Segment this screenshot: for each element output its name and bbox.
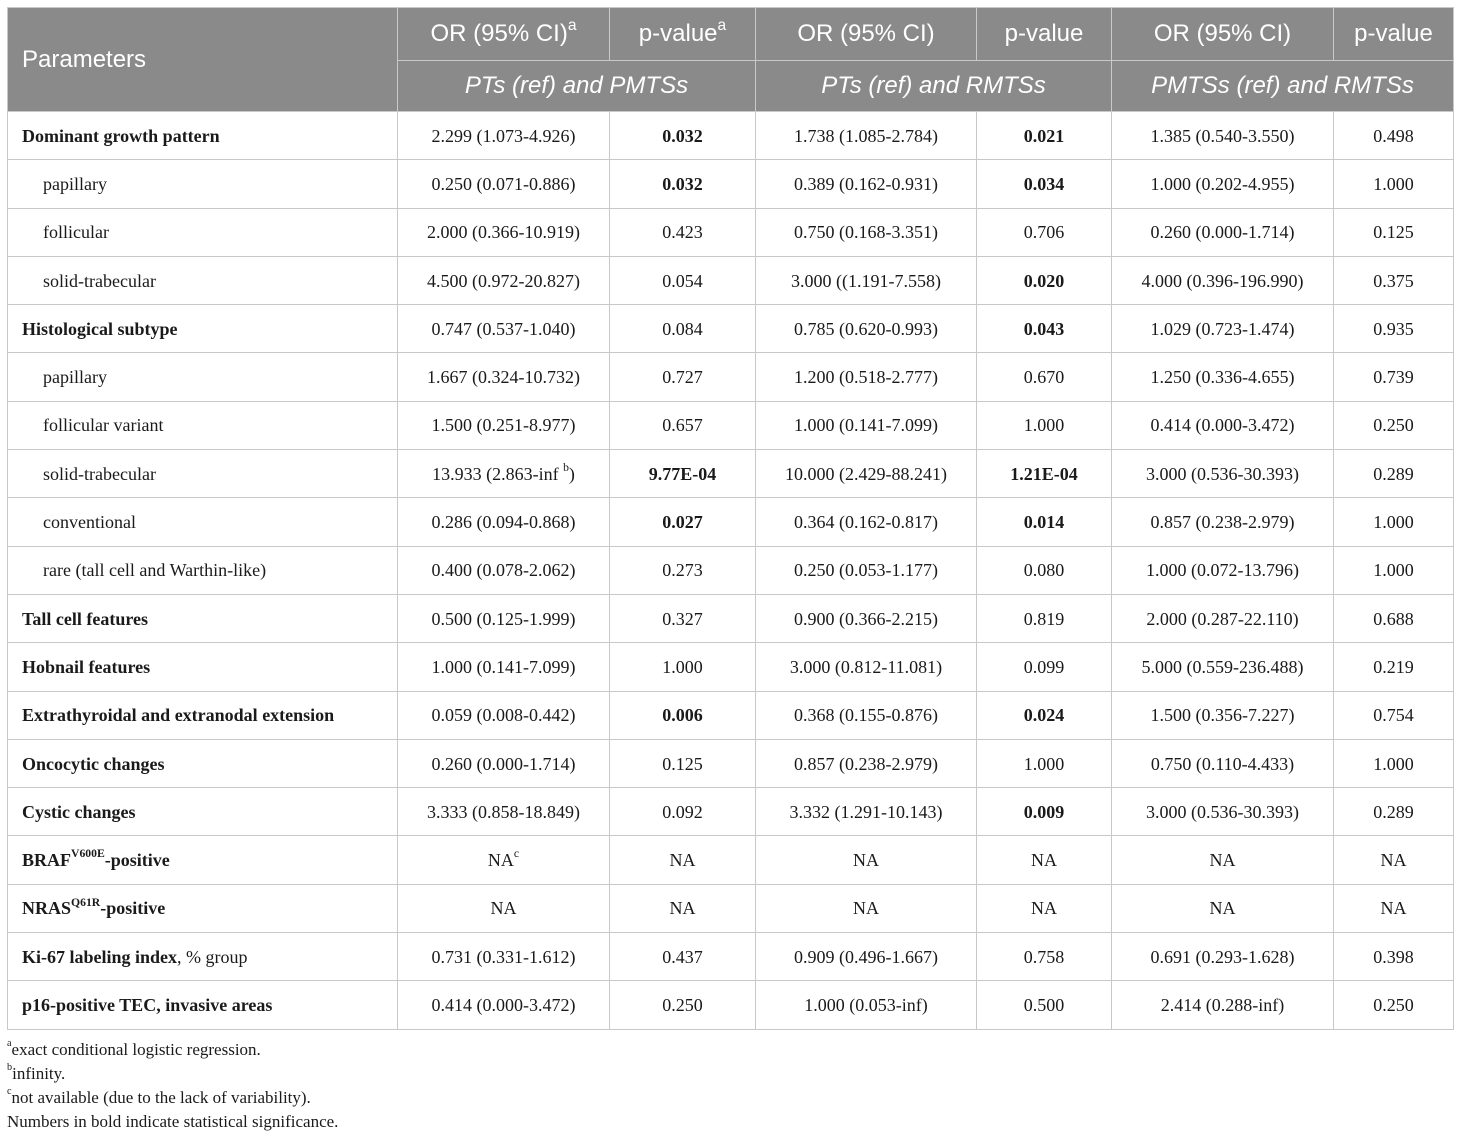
pvalue-cell: 1.000 (1334, 546, 1454, 594)
footnote-b-mark: b (7, 1062, 13, 1074)
table-row (8, 788, 1454, 836)
footnote-c (7, 1086, 1453, 1110)
table-row (8, 450, 1454, 498)
or-cell: 0.250 (0.053-1.177) (756, 546, 977, 594)
table-row (8, 208, 1454, 256)
pvalue-cell: 0.250 (1334, 401, 1454, 449)
pvalue-cell: 1.000 (1334, 498, 1454, 546)
header-parameters: Parameters (8, 8, 398, 112)
or-cell: 0.250 (0.071-0.886) (398, 160, 610, 208)
pvalue-cell: 1.000 (977, 401, 1112, 449)
or-cell: 0.260 (0.000-1.714) (1112, 208, 1334, 256)
pvalue-cell: 0.092 (610, 788, 756, 836)
footnote-a (7, 1038, 1453, 1062)
pvalue-cell: 0.099 (977, 643, 1112, 691)
pvalue-cell: 0.437 (610, 933, 756, 981)
header-group-3: PMTSs (ref) and RMTSs (1112, 61, 1454, 112)
or-cell: 1.500 (0.356-7.227) (1112, 691, 1334, 739)
footnote-b-marker: b (563, 460, 569, 474)
or-cell: 0.731 (0.331-1.612) (398, 933, 610, 981)
pvalue-cell: 0.423 (610, 208, 756, 256)
row-label: follicular (8, 208, 398, 256)
footnote-a-mark: a (7, 1038, 12, 1050)
row-label: conventional (8, 498, 398, 546)
or-cell: 0.368 (0.155-0.876) (756, 691, 977, 739)
label-tail: -positive (104, 850, 170, 871)
footnote-c-mark: c (7, 1086, 12, 1098)
or-cell: NA (398, 884, 610, 932)
header-or-1 (398, 8, 610, 61)
label-tail: -positive (100, 898, 166, 919)
pvalue-cell: 0.500 (977, 981, 1112, 1029)
pvalue-cell: 0.739 (1334, 353, 1454, 401)
or-cell: NA (1112, 884, 1334, 932)
table-row (8, 884, 1454, 932)
pvalue-cell: NA (1334, 836, 1454, 884)
table-row (8, 353, 1454, 401)
or-cell: 2.000 (0.287-22.110) (1112, 594, 1334, 642)
pvalue-cell: 9.77E-04 (610, 450, 756, 498)
or-cell-close: ) (568, 463, 575, 484)
row-label: follicular variant (8, 401, 398, 449)
or-cell: 0.286 (0.094-0.868) (398, 498, 610, 546)
header-pvalue-1-text: p-value (638, 20, 718, 47)
or-cell: 0.260 (0.000-1.714) (398, 739, 610, 787)
pvalue-cell: 0.034 (977, 160, 1112, 208)
header-pvalue-1 (610, 8, 756, 61)
pvalue-cell: 0.032 (610, 160, 756, 208)
or-cell: 0.785 (0.620-0.993) (756, 305, 977, 353)
or-cell: 0.857 (0.238-2.979) (1112, 498, 1334, 546)
row-label (8, 933, 398, 981)
row-label (8, 884, 398, 932)
pvalue-cell: 0.273 (610, 546, 756, 594)
row-label: Dominant growth pattern (8, 112, 398, 160)
or-cell: 1.029 (0.723-1.474) (1112, 305, 1334, 353)
mutation-sup: V600E (71, 847, 105, 861)
pvalue-cell: 0.819 (977, 594, 1112, 642)
or-cell: 4.000 (0.396-196.990) (1112, 256, 1334, 304)
table-row (8, 546, 1454, 594)
gene-name: NRAS (22, 898, 72, 919)
or-cell: 1.000 (0.141-7.099) (398, 643, 610, 691)
pvalue-cell: 0.032 (610, 112, 756, 160)
pvalue-cell: 0.754 (1334, 691, 1454, 739)
header-or-1-text: OR (95% CI) (430, 20, 568, 47)
table-row (8, 643, 1454, 691)
table-row (8, 933, 1454, 981)
or-cell: NA (756, 884, 977, 932)
pvalue-cell: 0.054 (610, 256, 756, 304)
row-label: Tall cell features (8, 594, 398, 642)
table-row (8, 112, 1454, 160)
pvalue-cell: 1.000 (1334, 160, 1454, 208)
pvalue-cell: 0.498 (1334, 112, 1454, 160)
pvalue-cell: 0.727 (610, 353, 756, 401)
or-cell: 0.389 (0.162-0.931) (756, 160, 977, 208)
pvalue-cell: 0.250 (1334, 981, 1454, 1029)
pvalue-cell: 0.688 (1334, 594, 1454, 642)
pvalue-cell: 0.657 (610, 401, 756, 449)
pvalue-cell: 0.250 (610, 981, 756, 1029)
or-cell: 0.909 (0.496-1.667) (756, 933, 977, 981)
or-cell: 0.400 (0.078-2.062) (398, 546, 610, 594)
row-label-rest: , % group (177, 946, 248, 967)
row-label: solid-trabecular (8, 256, 398, 304)
or-cell: 0.414 (0.000-3.472) (398, 981, 610, 1029)
or-cell: 0.747 (0.537-1.040) (398, 305, 610, 353)
or-cell: 3.333 (0.858-18.849) (398, 788, 610, 836)
pvalue-cell: 0.289 (1334, 788, 1454, 836)
table-row (8, 739, 1454, 787)
or-cell: 2.000 (0.366-10.919) (398, 208, 610, 256)
or-cell: 1.200 (0.518-2.777) (756, 353, 977, 401)
pvalue-cell: 0.020 (977, 256, 1112, 304)
table-row (8, 836, 1454, 884)
or-cell: 0.750 (0.168-3.351) (756, 208, 977, 256)
pvalue-cell: 0.009 (977, 788, 1112, 836)
row-label: Extrathyroidal and extranodal extension (8, 691, 398, 739)
pvalue-cell: 1.21E-04 (977, 450, 1112, 498)
pvalue-cell: NA (1334, 884, 1454, 932)
or-cell: 3.000 (0.536-30.393) (1112, 788, 1334, 836)
pvalue-cell: 1.000 (977, 739, 1112, 787)
pvalue-cell: 0.219 (1334, 643, 1454, 691)
row-label: Oncocytic changes (8, 739, 398, 787)
pvalue-cell: 0.043 (977, 305, 1112, 353)
row-label: p16-positive TEC, invasive areas (8, 981, 398, 1029)
footnote-c-text: not available (due to the lack of variability). (11, 1087, 311, 1107)
or-cell: 0.059 (0.008-0.442) (398, 691, 610, 739)
table-container (7, 7, 1453, 1134)
or-cell: 1.500 (0.251-8.977) (398, 401, 610, 449)
footnote-a-text: exact conditional logistic regression. (11, 1039, 261, 1059)
or-cell: 0.857 (0.238-2.979) (756, 739, 977, 787)
footnote-b-text: infinity. (12, 1063, 66, 1083)
row-label: papillary (8, 160, 398, 208)
header-group-1: PTs (ref) and PMTSs (398, 61, 756, 112)
pvalue-cell: 0.327 (610, 594, 756, 642)
or-cell: 1.738 (1.085-2.784) (756, 112, 977, 160)
or-cell: 1.000 (0.072-13.796) (1112, 546, 1334, 594)
or-cell: 0.500 (0.125-1.999) (398, 594, 610, 642)
or-cell (398, 450, 610, 498)
header-pvalue-2: p-value (977, 8, 1112, 61)
row-label: Cystic changes (8, 788, 398, 836)
or-cell: 1.000 (0.141-7.099) (756, 401, 977, 449)
pvalue-cell: 0.289 (1334, 450, 1454, 498)
or-cell (398, 836, 610, 884)
mutation-sup: Q61R (71, 895, 101, 909)
table-row (8, 498, 1454, 546)
pvalue-cell: 1.000 (1334, 739, 1454, 787)
row-label: rare (tall cell and Warthin-like) (8, 546, 398, 594)
pvalue-cell: 0.014 (977, 498, 1112, 546)
pvalue-cell: 0.706 (977, 208, 1112, 256)
row-label: Histological subtype (8, 305, 398, 353)
or-cell-text: 13.933 (2.863-inf (432, 463, 564, 484)
table-row (8, 401, 1454, 449)
or-cell: 3.000 ((1.191-7.558) (756, 256, 977, 304)
or-cell: 1.000 (0.053-inf) (756, 981, 977, 1029)
or-cell: 3.000 (0.812-11.081) (756, 643, 977, 691)
footnote-c-marker: c (513, 847, 520, 861)
or-cell: 5.000 (0.559-236.488) (1112, 643, 1334, 691)
row-label: solid-trabecular (8, 450, 398, 498)
pvalue-cell: 0.006 (610, 691, 756, 739)
or-cell: 10.000 (2.429-88.241) (756, 450, 977, 498)
row-label: papillary (8, 353, 398, 401)
pvalue-cell: 0.758 (977, 933, 1112, 981)
or-cell: NA (756, 836, 977, 884)
header-or-2: OR (95% CI) (756, 8, 977, 61)
header-group-2: PTs (ref) and RMTSs (756, 61, 1112, 112)
footnote-b (7, 1062, 1453, 1086)
or-cell: 0.750 (0.110-4.433) (1112, 739, 1334, 787)
table-row (8, 256, 1454, 304)
results-table (7, 7, 1454, 1030)
or-cell: 0.691 (0.293-1.628) (1112, 933, 1334, 981)
or-cell: 0.364 (0.162-0.817) (756, 498, 977, 546)
pvalue-cell: 0.670 (977, 353, 1112, 401)
pvalue-cell: 0.935 (1334, 305, 1454, 353)
table-header (8, 8, 1454, 112)
table-row (8, 305, 1454, 353)
or-cell: 1.667 (0.324-10.732) (398, 353, 610, 401)
row-label-bold: Ki-67 labeling index (22, 946, 178, 967)
or-cell: NA (1112, 836, 1334, 884)
header-pvalue-3: p-value (1334, 8, 1454, 61)
table-body (8, 112, 1454, 1030)
or-cell: 4.500 (0.972-20.827) (398, 256, 610, 304)
footnote-note: Numbers in bold indicate statistical significance. (7, 1111, 339, 1131)
pvalue-cell: 0.125 (610, 739, 756, 787)
table-row (8, 691, 1454, 739)
or-cell: 2.414 (0.288-inf) (1112, 981, 1334, 1029)
header-or-3: OR (95% CI) (1112, 8, 1334, 61)
pvalue-cell: 0.021 (977, 112, 1112, 160)
pvalue-cell: 0.024 (977, 691, 1112, 739)
or-cell: 0.900 (0.366-2.215) (756, 594, 977, 642)
pvalue-cell: 0.125 (1334, 208, 1454, 256)
table-row (8, 594, 1454, 642)
pvalue-cell: 1.000 (610, 643, 756, 691)
pvalue-cell: NA (610, 884, 756, 932)
pvalue-cell: NA (977, 836, 1112, 884)
or-cell: 0.414 (0.000-3.472) (1112, 401, 1334, 449)
pvalue-cell: 0.027 (610, 498, 756, 546)
pvalue-cell: 0.080 (977, 546, 1112, 594)
or-cell: 1.385 (0.540-3.550) (1112, 112, 1334, 160)
pvalue-cell: 0.084 (610, 305, 756, 353)
table-row (8, 160, 1454, 208)
footnotes (7, 1038, 1453, 1134)
header-pvalue-1-sup: a (717, 16, 727, 34)
pvalue-cell: 0.398 (1334, 933, 1454, 981)
or-cell: 1.250 (0.336-4.655) (1112, 353, 1334, 401)
or-cell-text: NA (487, 850, 514, 871)
or-cell: 3.332 (1.291-10.143) (756, 788, 977, 836)
or-cell: 1.000 (0.202-4.955) (1112, 160, 1334, 208)
pvalue-cell: NA (610, 836, 756, 884)
row-label: Hobnail features (8, 643, 398, 691)
or-cell: 3.000 (0.536-30.393) (1112, 450, 1334, 498)
table-row (8, 981, 1454, 1029)
header-or-1-sup: a (567, 16, 577, 34)
pvalue-cell: 0.375 (1334, 256, 1454, 304)
gene-name: BRAF (22, 850, 71, 871)
or-cell: 2.299 (1.073-4.926) (398, 112, 610, 160)
pvalue-cell: NA (977, 884, 1112, 932)
row-label (8, 836, 398, 884)
